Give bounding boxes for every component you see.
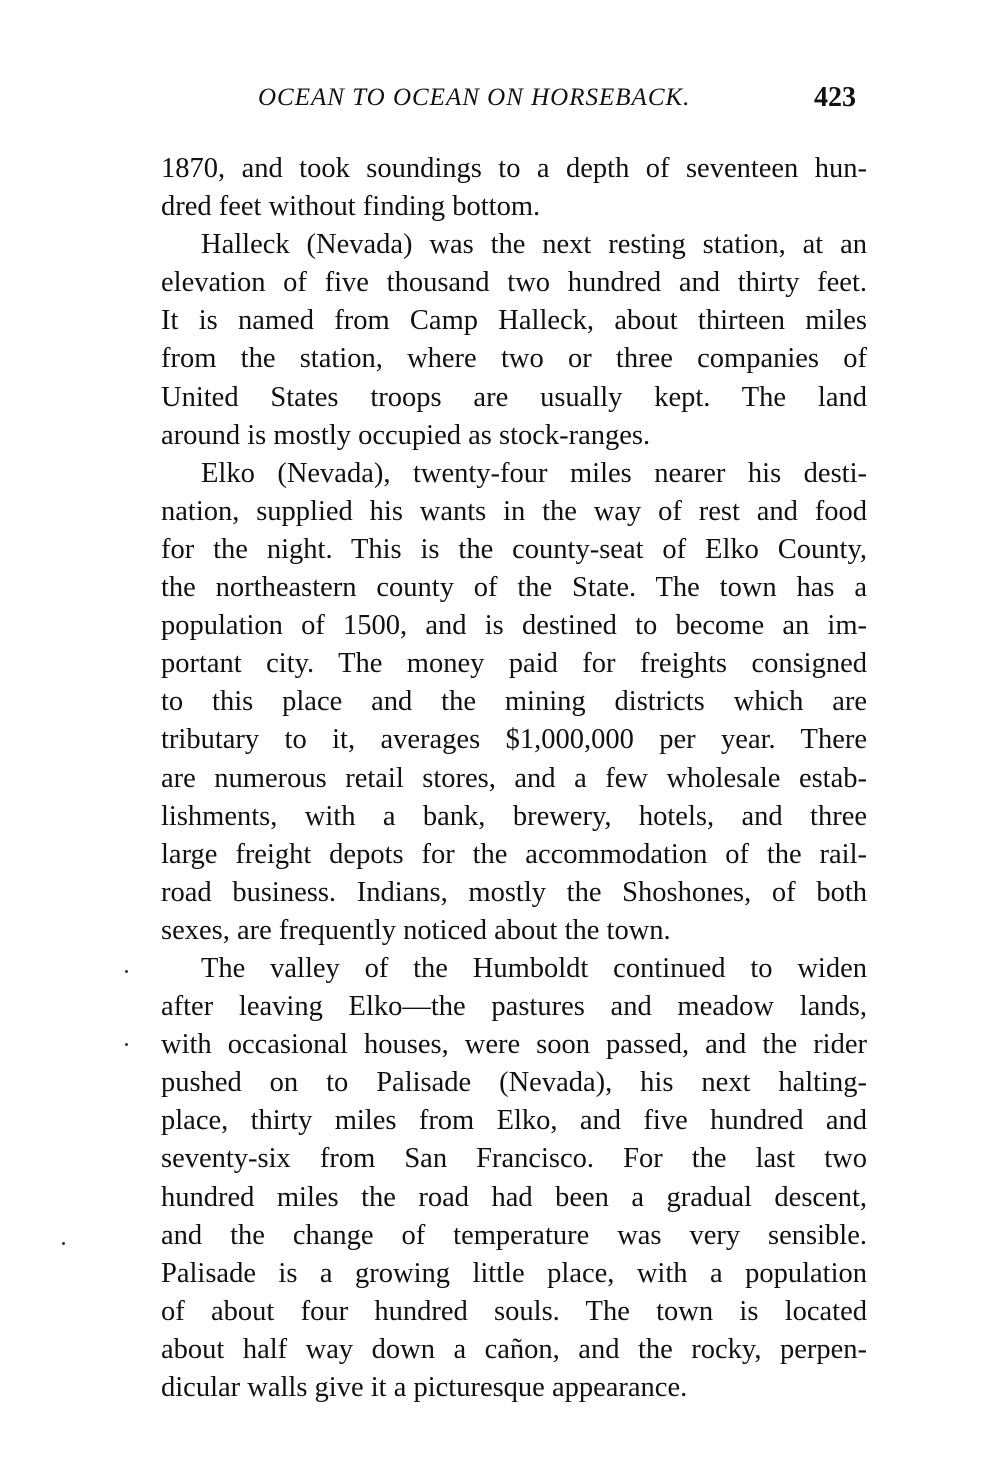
text-line: are numerous retail stores, and a few wholesale estab- [161, 762, 867, 794]
text-line: 1870, and took soundings to a depth of seventeen hun- [161, 153, 867, 184]
text-line: with occasional houses, were soon passed, and the rider [161, 1029, 867, 1061]
text-line: elevation of five thousand two hundred and thirty feet. [161, 267, 867, 299]
text-line: to this place and the mining districts which are [161, 686, 867, 718]
paragraph [161, 150, 867, 226]
scan-speck [62, 1242, 65, 1245]
text-line: sexes, are frequently noticed about the town. [161, 914, 671, 946]
text-line: It is named from Camp Halleck, about thirteen miles [161, 305, 867, 337]
text-line: Palisade is a growing little place, with a population [161, 1257, 867, 1289]
text-line: large freight depots for the accommodation of the rail- [161, 838, 867, 870]
scan-speck [125, 1043, 128, 1046]
text-line: United States troops are usually kept. The land [161, 381, 867, 413]
text-line: from the station, where two or three companies of [161, 343, 867, 375]
text-line: lishments, with a bank, brewery, hotels, and three [161, 800, 867, 832]
scan-speck [125, 970, 128, 973]
text-line: Elko (Nevada), twenty-four miles nearer his desti- [201, 457, 867, 489]
text-line: population of 1500, and is destined to become an im- [161, 610, 867, 642]
text-line: portant city. The money paid for freights consigned [161, 648, 867, 680]
paragraph [161, 455, 867, 950]
page-number: 423 [814, 82, 856, 113]
text-line: road business. Indians, mostly the Shoshones, of both [161, 876, 867, 908]
running-title: OCEAN TO OCEAN ON HORSEBACK. [258, 84, 691, 111]
text-line: pushed on to Palisade (Nevada), his next halting- [161, 1067, 867, 1099]
text-line: seventy-six from San Francisco. For the last two [161, 1143, 867, 1175]
text-line: after leaving Elko—the pastures and meadow lands, [161, 991, 867, 1023]
text-line: of about four hundred souls. The town is located [161, 1295, 867, 1327]
paragraph [161, 226, 867, 455]
text-line: around is mostly occupied as stock-ranges. [161, 419, 651, 451]
body-text [161, 150, 867, 1407]
text-line: The valley of the Humboldt continued to widen [201, 952, 867, 984]
text-line: Halleck (Nevada) was the next resting station, at an [201, 229, 867, 261]
text-line: and the change of temperature was very sensible. [161, 1219, 867, 1251]
text-line: hundred miles the road had been a gradual descent, [161, 1181, 867, 1213]
text-line: the northeastern county of the State. The town has a [161, 572, 867, 604]
paragraph [161, 950, 867, 1407]
text-line: place, thirty miles from Elko, and five hundred and [161, 1105, 867, 1137]
text-line: dicular walls give it a picturesque appearance. [161, 1372, 688, 1403]
text-line: for the night. This is the county-seat of Elko County, [161, 533, 867, 565]
text-line: dred feet without finding bottom. [161, 191, 541, 223]
text-line: about half way down a cañon, and the rocky, perpen- [161, 1333, 867, 1365]
text-line: nation, supplied his wants in the way of rest and food [161, 495, 867, 527]
text-line: tributary to it, averages $1,000,000 per year. There [161, 724, 867, 756]
